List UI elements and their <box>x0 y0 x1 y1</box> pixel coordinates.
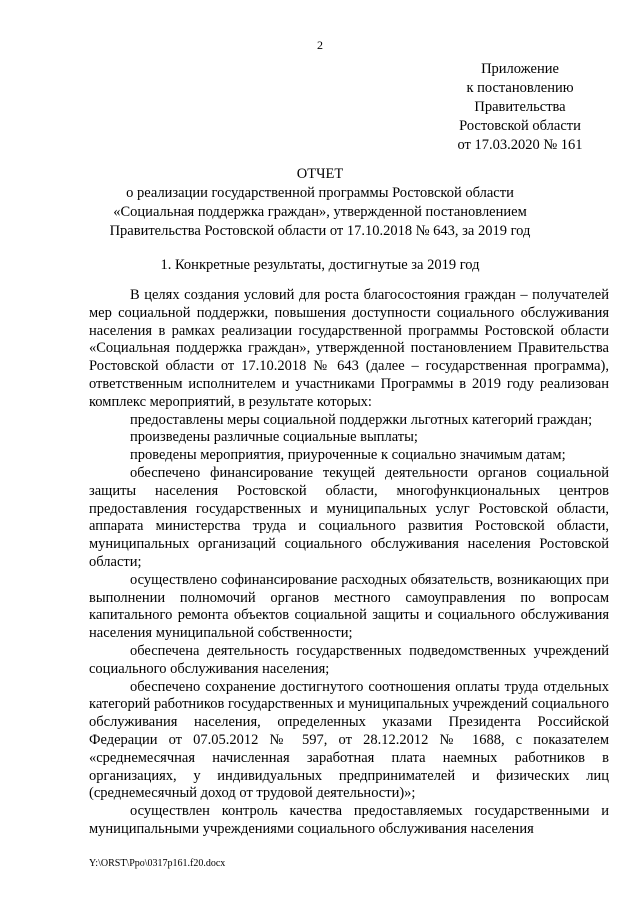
page-number: 2 <box>317 38 323 52</box>
paragraph: произведены различные социальные выплаты; <box>130 429 418 446</box>
report-title: ОТЧЕТ <box>296 166 344 182</box>
section-heading: 1. Конкретные результаты, достигнутые за 2019 год <box>160 257 480 273</box>
footer-file-path: Y:\ORST\Ppo\0317p161.f20.docx <box>89 858 226 869</box>
report-subtitle-line: Правительства Ростовской области от 17.10.2018 № 643, за 2019 год <box>109 223 531 239</box>
paragraph: обеспечено финансирование текущей деятельности органов социальной защиты населения Ростовской области, многофункциональных центров предоставления государственных и муниципальных услуг Ростовской области, аппарата министерства труда и социального развития Ростовской области, муниципальных организаций социального обслуживания населения Ростовской области; <box>89 464 609 570</box>
report-subtitle-line: «Социальная поддержка граждан», утвержденной постановлением <box>113 204 527 220</box>
appendix-line: от 17.03.2020 № 161 <box>457 137 583 153</box>
paragraph: осуществлен контроль качества предоставляемых государственными и муниципальными учреждениями социального обслуживания населения <box>89 803 609 837</box>
paragraph: предоставлены меры социальной поддержки льготных категорий граждан; <box>130 411 593 428</box>
appendix-line: Приложение <box>481 61 559 77</box>
document-body <box>89 287 609 839</box>
report-title-block <box>0 165 640 241</box>
paragraph: проведены мероприятия, приуроченные к социально значимым датам; <box>130 447 566 464</box>
appendix-block <box>440 60 600 155</box>
paragraph: В целях создания условий для роста благосостояния граждан – получателей мер социальной поддержки, повышения доступности социального обслуживания населения в рамках реализации государственной программы Ростовской области «Социальная поддержка граждан», утвержденной постановлением Правительства Ростовской области от 17.10.2018 № 643 (далее – государственная программа), ответственным исполнителем и участниками Программы в 2019 году реализован комплекс мероприятий, в результате которых: <box>89 287 609 410</box>
appendix-line: Правительства <box>474 99 566 115</box>
paragraph: осуществлено софинансирование расходных обязательств, возникающих при выполнении полномочий органов местного самоуправления по вопросам капитального ремонта объектов социальной защиты и социального обслуживания населения муниципальной собственности; <box>89 571 609 642</box>
paragraph: обеспечено сохранение достигнутого соотношения оплаты труда отдельных категорий работников государственных и муниципальных учреждений социального обслуживания населения, определенных указами Президента Российской Федерации от 07.05.2012 № 597, от 28.12.2012 № 1688, с показателем «среднемесячная начисленная заработная плата наемных работников в организациях, у индивидуальных предпринимателей и физических лиц (среднемесячный доход от трудовой деятельности)»; <box>89 678 609 802</box>
report-subtitle-line: о реализации государственной программы Ростовской области <box>126 185 514 201</box>
appendix-line: Ростовской области <box>459 118 581 134</box>
appendix-line: к постановлению <box>466 80 574 96</box>
paragraph: обеспечена деятельность государственных подведомственных учреждений социального обслуживания населения; <box>89 642 609 677</box>
